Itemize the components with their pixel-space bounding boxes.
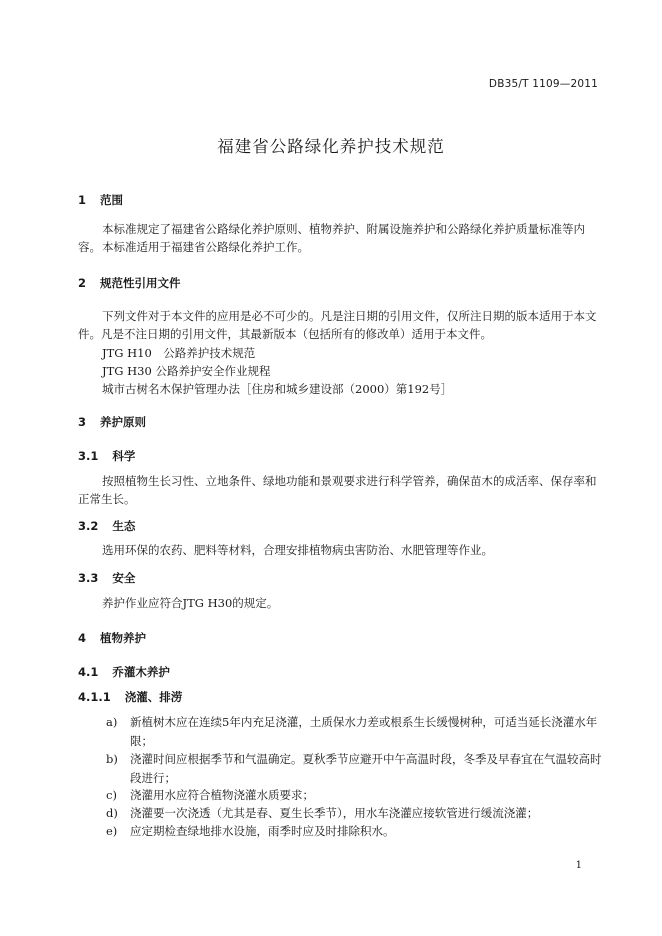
section-title: 安全 xyxy=(112,571,136,585)
document-code: DB35/T 1109—2011 xyxy=(488,78,598,90)
section-title: 科学 xyxy=(112,449,136,463)
section-4-heading xyxy=(78,630,146,646)
section-number: 4.1.1 xyxy=(78,690,111,704)
section-3-2-paragraph: 选用环保的农药、肥料等材料，合理安排植物病虫害防治、水肥管理等作业。 xyxy=(102,543,493,557)
section-1-paragraph-1: 本标准规定了福建省公路绿化养护原则、植物养护、附属设施养护和公路绿化养护质量标准等内容。 xyxy=(78,222,585,254)
list-text: 浇灌要一次浇透（尤其是春、夏生长季节），用水车浇灌应接软管进行缓流浇灌； xyxy=(130,806,539,820)
list-marker: d) xyxy=(106,806,118,820)
section-1-paragraph-2: 本标准适用于福建省公路绿化养护工作。 xyxy=(102,240,309,254)
section-title: 浇灌、排涝 xyxy=(124,690,183,704)
list-text: 浇灌用水应符合植物浇灌水质要求； xyxy=(130,788,314,802)
section-title: 乔灌木养护 xyxy=(112,665,170,679)
section-number: 3.1 xyxy=(78,449,99,463)
section-number: 2 xyxy=(78,276,87,290)
section-3-1-paragraph: 按照植物生长习性、立地条件、绿地功能和景观要求进行科学管养，确保苗木的成活率、保存率和正常生长。 xyxy=(78,474,597,506)
section-title: 规范性引用文件 xyxy=(100,276,181,290)
list-item xyxy=(78,786,602,805)
reference-item: JTG H30 公路养护安全作业规程 xyxy=(102,364,271,378)
section-number: 3.2 xyxy=(78,519,99,533)
section-title: 植物养护 xyxy=(100,631,147,645)
list-item xyxy=(78,750,602,787)
list-marker: e) xyxy=(106,824,118,838)
list-marker: b) xyxy=(106,752,118,766)
section-4-1-1-heading xyxy=(78,689,182,705)
list-text: 应定期检查绿地排水设施，雨季时应及时排除积水。 xyxy=(130,824,395,838)
list-marker: c) xyxy=(106,788,117,802)
section-title: 生态 xyxy=(112,519,136,533)
list-text: 浇灌时间应根据季节和气温确定。夏秋季节应避开中午高温时段，冬季及早春宜在气温较高时段进行； xyxy=(130,752,602,785)
list-item xyxy=(78,713,602,750)
section-3-2-heading xyxy=(78,518,135,534)
reference-item: 城市古树名木保护管理办法［住房和城乡建设部（2000）第192号］ xyxy=(102,382,453,396)
section-2-paragraph: 下列文件对于本文件的应用是必不可少的。凡是注日期的引用文件，仅所注日期的版本适用于本文件。凡是不注日期的引用文件，其最新版本（包括所有的修改单）适用于本文件。 xyxy=(78,309,597,341)
section-3-1-heading xyxy=(78,448,135,464)
section-2-heading xyxy=(78,275,181,291)
page-number: 1 xyxy=(575,860,582,871)
list-text: 新植树木应在连续5年内充足浇灌，土质保水力差或根系生长缓慢树种，可适当延长浇灌水年限； xyxy=(130,715,598,748)
section-number: 4.1 xyxy=(78,665,99,679)
reference-item: JTG H10 公路养护技术规范 xyxy=(102,346,256,360)
section-number: 1 xyxy=(78,193,87,207)
section-title: 养护原则 xyxy=(100,415,147,429)
list-item xyxy=(78,822,602,841)
document-title: 福建省公路绿化养护技术规范 xyxy=(217,137,445,156)
section-3-3-heading xyxy=(78,570,135,586)
section-title: 范围 xyxy=(100,193,124,207)
list-marker: a) xyxy=(106,715,118,729)
section-1-heading xyxy=(78,192,123,208)
section-number: 3.3 xyxy=(78,571,99,585)
section-4-1-heading xyxy=(78,664,170,680)
section-number: 4 xyxy=(78,631,87,645)
section-3-heading xyxy=(78,414,146,430)
section-number: 3 xyxy=(78,415,87,429)
section-3-3-paragraph: 养护作业应符合JTG H30的规定。 xyxy=(102,596,279,610)
list-item xyxy=(78,804,602,823)
